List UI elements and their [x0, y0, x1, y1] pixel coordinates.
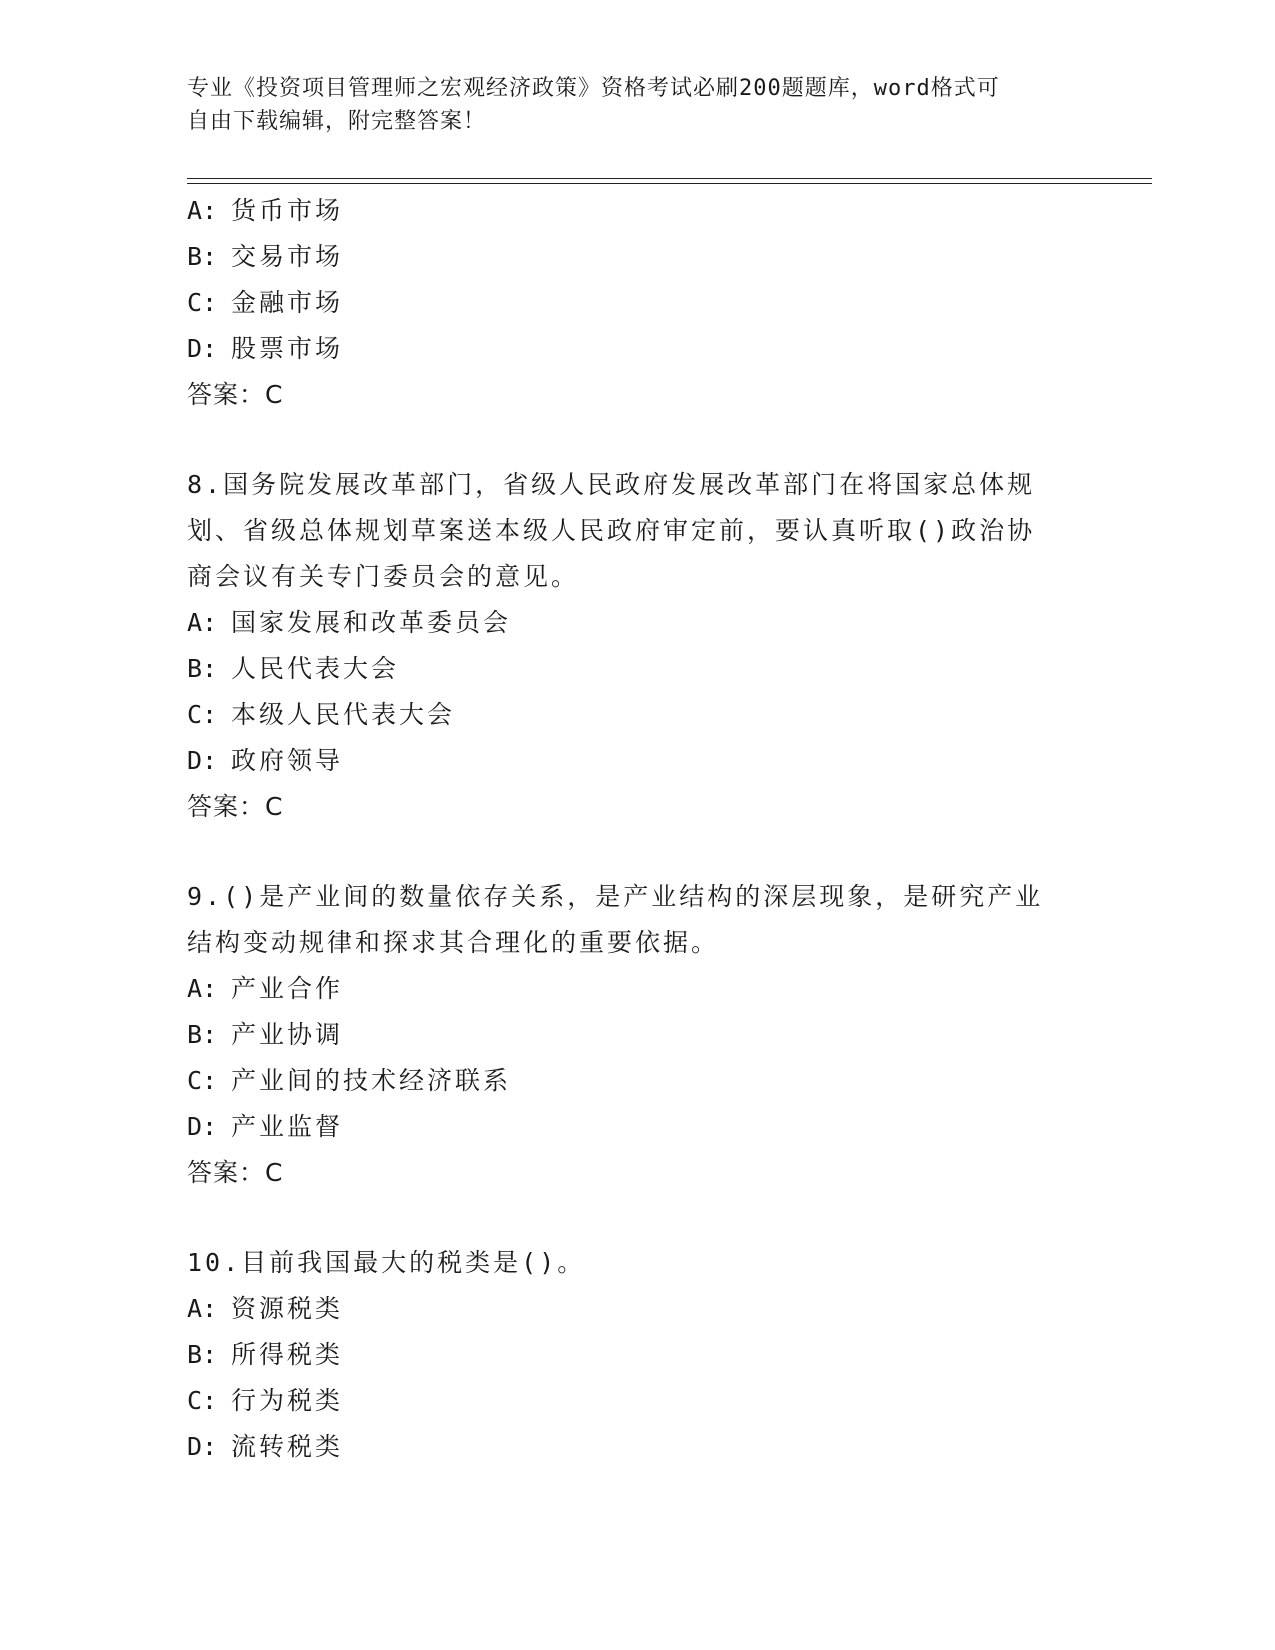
question-stem-line: 商会议有关专门委员会的意见。	[187, 562, 580, 591]
option-c: C: 产业间的技术经济联系	[187, 1066, 512, 1095]
option-c: C: 金融市场	[187, 288, 344, 317]
spacer	[187, 418, 1067, 462]
option-d: D: 流转税类	[187, 1432, 344, 1461]
header-rule-bottom	[187, 183, 1152, 184]
option-b: B: 产业协调	[187, 1020, 344, 1049]
option-a: A: 资源税类	[187, 1294, 344, 1323]
header-rule-top	[187, 178, 1152, 179]
spacer	[187, 830, 1067, 874]
answer-line: 答案：C	[187, 792, 284, 821]
question-stem-line: 10.目前我国最大的税类是()。	[187, 1248, 586, 1277]
option-b: B: 交易市场	[187, 242, 344, 271]
spacer	[187, 1196, 1067, 1240]
question-stem-line: 结构变动规律和探求其合理化的重要依据。	[187, 928, 720, 957]
option-d: D: 股票市场	[187, 334, 344, 363]
option-d: D: 产业监督	[187, 1112, 344, 1141]
header-line-2: 自由下载编辑，附完整答案！	[187, 109, 487, 134]
document-header	[187, 72, 1067, 138]
option-c: C: 本级人民代表大会	[187, 700, 456, 729]
option-b: B: 所得税类	[187, 1340, 344, 1369]
header-line-1: 专业《投资项目管理师之宏观经济政策》资格考试必刷200题题库，word格式可	[187, 76, 1000, 101]
answer-line: 答案：C	[187, 380, 284, 409]
question-content	[187, 188, 1067, 1470]
option-c: C: 行为税类	[187, 1386, 344, 1415]
option-a: A: 产业合作	[187, 974, 344, 1003]
question-stem-line: 9.()是产业间的数量依存关系，是产业结构的深层现象，是研究产业	[187, 882, 1044, 911]
question-9	[187, 874, 1067, 1196]
question-stem-line: 划、省级总体规划草案送本级人民政府审定前，要认真听取()政治协	[187, 516, 1036, 545]
answer-line: 答案：C	[187, 1158, 284, 1187]
question-8	[187, 462, 1067, 830]
option-d: D: 政府领导	[187, 746, 344, 775]
option-a: A: 货币市场	[187, 196, 344, 225]
option-b: B: 人民代表大会	[187, 654, 400, 683]
question-7	[187, 188, 1067, 418]
question-10	[187, 1240, 1067, 1470]
option-a: A: 国家发展和改革委员会	[187, 608, 512, 637]
question-stem-line: 8.国务院发展改革部门，省级人民政府发展改革部门在将国家总体规	[187, 470, 1036, 499]
